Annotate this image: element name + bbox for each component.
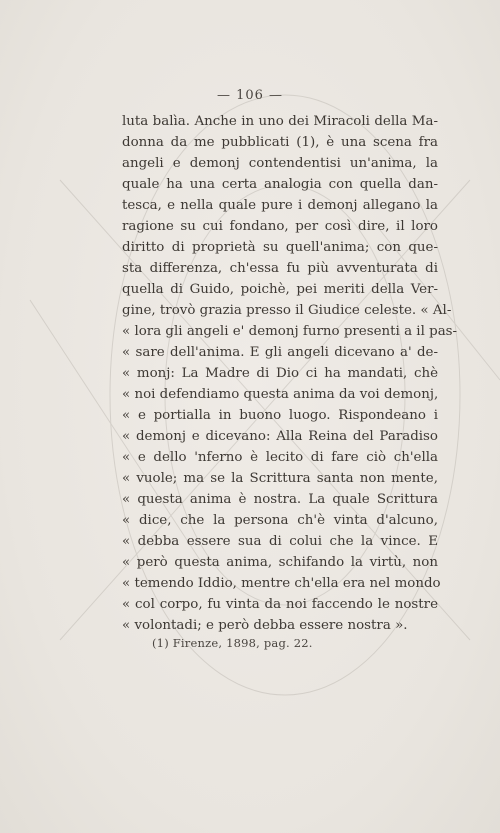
text-line: « volontadi; e però debba essere nostra ». bbox=[122, 618, 408, 633]
text-line: « lora gli angeli e' demonj furno presenti a il pas- bbox=[122, 324, 458, 339]
text-line: tesca, e nella quale pure i demonj allegano la bbox=[122, 198, 438, 213]
text-line: diritto di proprietà su quell'anima; con que- bbox=[122, 240, 438, 255]
text-line: « col corpo, fu vinta da noi faccendo le nostre bbox=[122, 597, 438, 612]
text-line: quale ha una certa analogia con quella dan- bbox=[122, 177, 438, 192]
text-line: « questa anima è nostra. La quale Scrittura bbox=[122, 492, 438, 507]
text-line: « monj: La Madre di Dio ci ha mandati, chè bbox=[122, 366, 438, 381]
text-line: « noi defendiamo questa anima da voi demonj, bbox=[122, 387, 439, 402]
text-line: « e portialla in buono luogo. Rispondeano i bbox=[122, 408, 438, 423]
text-line: « però questa anima, schifando la virtù, non bbox=[122, 555, 438, 570]
text-line: donna da me pubblicati (1), è una scena fra bbox=[122, 135, 438, 150]
text-line: luta balìa. Anche in uno dei Miracoli della Ma- bbox=[122, 114, 438, 129]
text-line: ragione su cui fondano, per così dire, il loro bbox=[122, 219, 438, 234]
text-line: quella di Guido, poichè, pei meriti della Ver- bbox=[122, 282, 438, 297]
text-line: « temendo Iddio, mentre ch'ella era nel mondo bbox=[122, 576, 441, 591]
text-line: angeli e demonj contendentisi un'anima, la bbox=[122, 156, 438, 171]
page-number: — 106 — bbox=[216, 88, 284, 103]
text-line: « e dello 'nferno è lecito di fare ciò ch'ella bbox=[122, 450, 438, 465]
footnote: (1) Firenze, 1898, pag. 22. bbox=[152, 636, 313, 650]
body-text bbox=[122, 111, 458, 636]
text-line: « demonj e dicevano: Alla Reina del Paradiso bbox=[122, 429, 438, 444]
text-line: sta differenza, ch'essa fu più avventurata di bbox=[122, 261, 438, 276]
text-line: gine, trovò grazia presso il Giudice celeste. « Al- bbox=[122, 303, 452, 318]
text-line: « dice, che la persona ch'è vinta d'alcuno, bbox=[122, 513, 438, 528]
text-line: « vuole; ma se la Scrittura santa non mente, bbox=[122, 471, 438, 486]
text-line: « sare dell'anima. E gli angeli dicevano a' de- bbox=[122, 345, 438, 360]
text-line: « debba essere sua di colui che la vince. E bbox=[122, 534, 438, 549]
